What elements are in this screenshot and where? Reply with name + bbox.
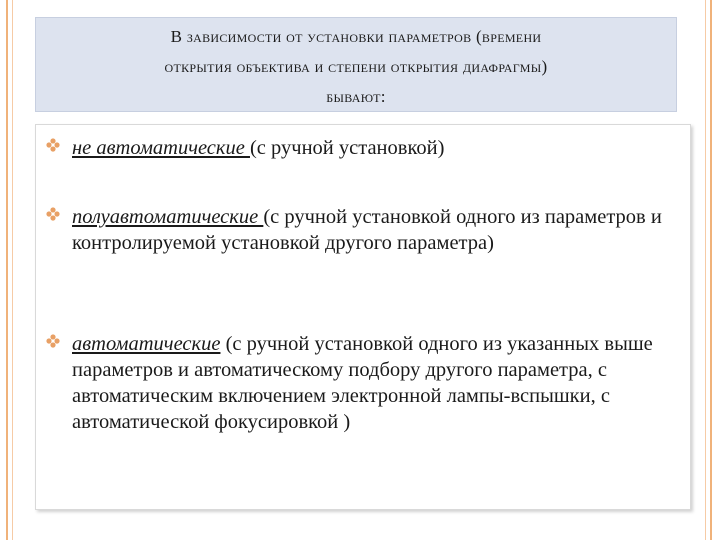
content-box — [35, 124, 691, 510]
title-line-1: В зависимости от установки параметров (времени — [170, 27, 542, 46]
list-item-term: не автоматические — [72, 137, 250, 159]
title-line-3: бывают: — [326, 87, 386, 106]
flower-bullet-icon — [46, 207, 60, 221]
flower-bullet-icon — [46, 334, 60, 348]
title-line-2: открытия объектива и степени открытия диафрагмы) — [164, 57, 548, 76]
list-item-text — [72, 331, 684, 435]
list-item-text — [72, 204, 684, 256]
list-item-description: (с ручной установкой одного из параметров и контролируемой установкой другого параметра) — [72, 206, 662, 254]
list-item-term: автоматические — [72, 333, 221, 355]
list-item-text — [72, 135, 684, 161]
flower-bullet-icon — [46, 138, 60, 152]
list-item-term: полуавтоматические — [72, 206, 264, 228]
slide-title — [36, 22, 676, 112]
list-item-description: (с ручной установкой) — [249, 137, 445, 159]
list-item-description: (с ручной установкой одного из указанных выше параметров и автоматическому подбору другого параметра, с автоматическим включением электронной лампы-вспышки, с автоматической фокусировкой ) — [72, 333, 653, 433]
title-box — [35, 17, 677, 112]
